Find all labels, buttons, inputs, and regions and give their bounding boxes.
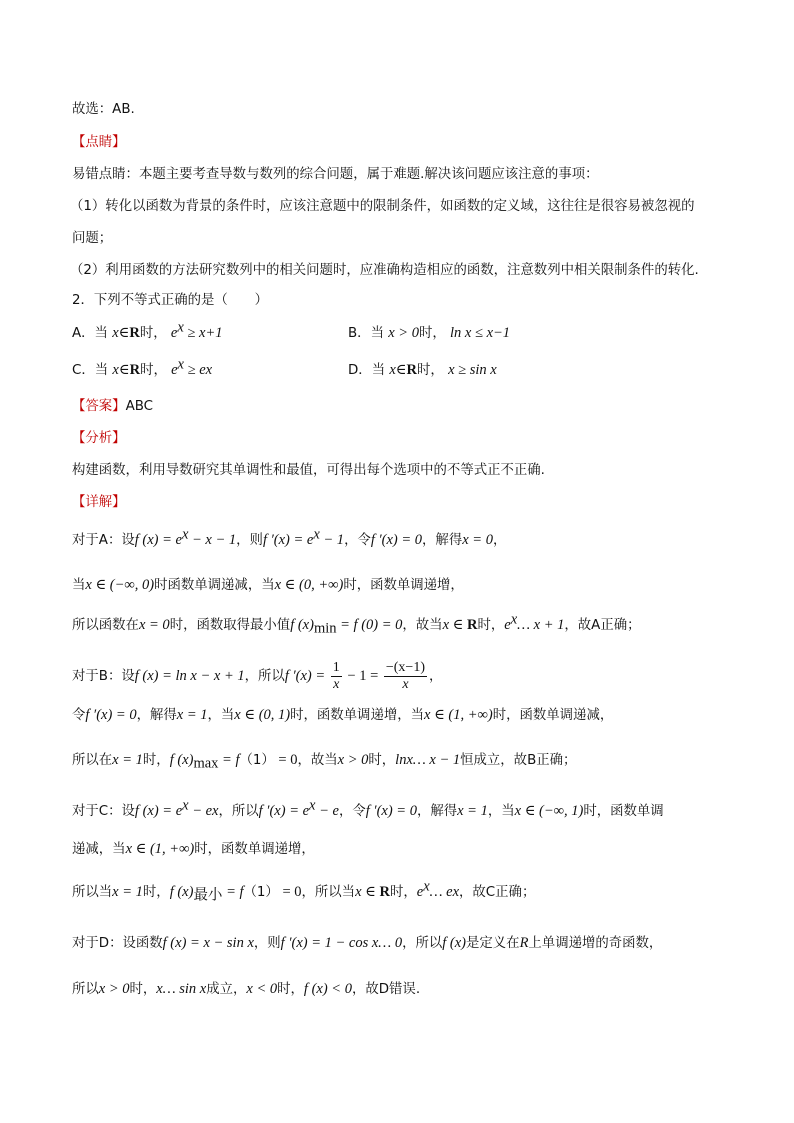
m: x ∈ (−∞, 1) <box>514 803 584 819</box>
fraction-minus-x-1-over-x <box>384 660 427 693</box>
m: − 1 = <box>343 668 382 684</box>
analysis-body: 构建函数，利用导数研究其单调性和最值，可得出每个选项中的不等式正不正确. <box>72 463 545 478</box>
m: x = 0 <box>462 532 493 548</box>
option-a-in: ∈ <box>118 325 130 341</box>
option-c-exp: x <box>177 356 184 373</box>
m: x ∈ (1, +∞) <box>125 841 195 857</box>
m: max <box>193 755 219 772</box>
analysis-text <box>72 462 545 480</box>
m: f (x) <box>169 884 194 900</box>
m: 最小 <box>193 887 223 904</box>
t: ，当 <box>487 804 515 819</box>
t: 时， <box>142 753 170 768</box>
t: 时，函数取得最小值 <box>169 618 291 633</box>
m: f (x) = ln x − x + 1 <box>134 668 245 684</box>
detail-a-line3 <box>72 611 641 637</box>
answer-line <box>72 398 153 416</box>
answer-tag: 【答案】 <box>72 399 126 414</box>
option-d-in: ∈ <box>395 362 407 378</box>
t: ，所以 <box>402 936 443 951</box>
m: … x + 1 <box>517 617 565 633</box>
dianjing-intro <box>72 166 599 184</box>
question-stem-text: 2．下列不等式正确的是（ ） <box>72 293 268 308</box>
analysis-tag <box>72 430 126 448</box>
t: 当 <box>72 578 86 593</box>
t: ，则 <box>236 533 263 548</box>
m: f ′(x) = 0 <box>365 803 417 819</box>
t: ，故C正确； <box>459 885 536 900</box>
m: = f <box>222 884 244 900</box>
m: x = 1 <box>112 884 143 900</box>
m: x > 0 <box>98 981 130 997</box>
t: 时， <box>277 982 304 997</box>
detail-tag <box>72 494 126 512</box>
t: ，令 <box>344 533 371 548</box>
point2-text: （2）利用函数的方法研究数列中的相关问题时，应准确构造相应的函数，注意数列中相关限制条件的转化. <box>70 263 699 278</box>
m: x ∈ (1, +∞) <box>424 707 493 723</box>
detail-c-line1 <box>72 797 664 821</box>
option-b-shi: 时， <box>418 326 446 341</box>
t: ，解得 <box>416 804 458 819</box>
t: 对于A：设 <box>72 533 135 548</box>
t: ， <box>429 669 443 684</box>
t: 时，函数单调 <box>583 804 664 819</box>
m: R <box>519 935 529 951</box>
m: f (x) = x − sin x <box>162 935 254 951</box>
m: f (x) = e <box>134 803 183 819</box>
m: lnx… x − 1 <box>395 752 461 768</box>
option-a-shi: 时， <box>139 326 167 341</box>
option-a-label: A．当 <box>72 326 108 341</box>
m: x <box>181 526 189 543</box>
t: 所以函数在 <box>72 618 139 633</box>
t: ，所以当 <box>301 885 356 900</box>
m: f ′(x) = 0 <box>370 532 423 548</box>
option-d-R: R <box>406 362 418 378</box>
t: 时， <box>477 618 505 633</box>
m: − ex <box>188 803 219 819</box>
t: ，故A正确； <box>564 618 641 633</box>
option-a-exp: x <box>177 319 184 336</box>
dianjing-tag-text: 【点睛】 <box>72 135 126 150</box>
m: − e <box>315 803 339 819</box>
t: 对于B：设 <box>72 669 135 684</box>
m: f ′(x) = 1 − cos x… 0 <box>280 935 403 951</box>
frac-num: −(x−1) <box>385 659 425 675</box>
t: ， <box>492 533 507 548</box>
t: ，故D错误. <box>351 982 421 997</box>
m: f (x) <box>169 752 194 768</box>
t: 恒成立，故B正确； <box>460 753 577 768</box>
t: 所以当 <box>72 885 113 900</box>
m: x ∈ (0, 1) <box>234 707 291 723</box>
option-a-e: e <box>170 325 178 341</box>
m: = 0 <box>278 884 302 900</box>
m: x ∈ (−∞, 0) <box>85 577 155 593</box>
t: 时，函数单调递减， <box>492 708 614 723</box>
m: x ∈ (0, +∞) <box>274 577 344 593</box>
t: 时，函数单调递增， <box>343 578 464 593</box>
m: = 0 <box>274 752 298 768</box>
dianjing-point1-line1 <box>70 198 695 216</box>
option-c-e: e <box>171 362 178 378</box>
m: = f <box>218 752 240 768</box>
choice-line <box>72 101 135 119</box>
m: f ′(x) = e <box>258 803 310 819</box>
t: 时，函数单调递增，当 <box>290 708 425 723</box>
t: 上单调递增的奇函数， <box>528 936 663 951</box>
detail-d-line1 <box>72 934 662 953</box>
t: ，令 <box>338 804 366 819</box>
m: … ex <box>429 884 460 900</box>
option-d-shi: 时， <box>417 363 444 378</box>
m: x ∈ <box>355 884 380 900</box>
option-c-var: x <box>112 362 119 378</box>
option-c <box>72 356 213 380</box>
frac-num: 1 <box>332 659 340 675</box>
option-d-ineq: x ≥ sin x <box>448 362 497 378</box>
t: ，故当 <box>402 618 443 633</box>
m: R <box>467 617 478 633</box>
m: x ∈ <box>442 617 467 633</box>
m: e <box>416 884 424 900</box>
t: 对于D：设函数 <box>72 936 163 951</box>
t: ，当 <box>207 708 235 723</box>
option-b <box>348 324 510 343</box>
detail-b-line1 <box>72 656 442 697</box>
t: （1） <box>239 753 275 768</box>
t: 时函数单调递减，当 <box>154 578 275 593</box>
m: x < 0 <box>246 981 278 997</box>
detail-tag-text: 【详解】 <box>72 495 126 510</box>
m: x = 1 <box>176 707 208 723</box>
m: f ′(x) = <box>284 668 329 684</box>
m: x = 1 <box>457 803 488 819</box>
option-c-ineq: ≥ ex <box>183 362 213 378</box>
option-c-R: R <box>129 362 141 378</box>
option-b-label: B．当 <box>348 326 384 341</box>
t: 时，函数单调递增， <box>194 842 315 857</box>
dianjing-point2 <box>70 262 699 280</box>
option-d-var: x <box>389 362 396 378</box>
m: x <box>313 526 320 543</box>
detail-d-line2 <box>72 980 420 999</box>
question-stem <box>72 292 268 310</box>
m: x <box>510 611 518 628</box>
answer-value: ABC <box>125 399 154 414</box>
t: 递减，当 <box>72 842 126 857</box>
m: x = 0 <box>138 617 170 633</box>
m: x <box>182 797 189 814</box>
option-c-in: ∈ <box>118 362 130 378</box>
m: = f (0) = 0 <box>336 617 403 633</box>
m: f ′(x) = 0 <box>85 707 137 723</box>
t: 时， <box>142 885 170 900</box>
detail-c-line2 <box>72 840 315 859</box>
option-b-cond: x > 0 <box>388 325 419 341</box>
m: x <box>309 797 316 814</box>
t: 令 <box>72 708 86 723</box>
t: ，故当 <box>297 753 338 768</box>
choice-text: 故选：AB. <box>72 102 135 117</box>
dianjing-tag <box>72 134 126 152</box>
t: （1） <box>243 885 279 900</box>
detail-c-line3 <box>72 878 536 904</box>
option-d <box>348 361 497 380</box>
point1-text: （1）转化以函数为背景的条件时，应该注意题中的限制条件，如函数的定义域，这往往是很容易被忽视的 <box>70 199 695 214</box>
m: min <box>313 620 337 637</box>
detail-b-line2 <box>72 706 613 725</box>
m: f (x) = e <box>134 532 182 548</box>
option-a <box>72 319 223 343</box>
detail-a-line2 <box>72 576 464 595</box>
option-c-shi: 时， <box>140 363 167 378</box>
option-a-var: x <box>112 325 119 341</box>
t: ，解得 <box>422 533 463 548</box>
option-b-ineq: ln x ≤ x−1 <box>450 325 511 341</box>
dianjing-point1-line2 <box>72 230 112 248</box>
option-a-R: R <box>129 325 140 341</box>
t: ，所以 <box>244 669 285 684</box>
t: 对于C：设 <box>72 804 135 819</box>
t: 时， <box>129 982 157 997</box>
m: e <box>504 617 511 633</box>
t: 所以在 <box>72 753 113 768</box>
frac-den: x <box>333 676 340 692</box>
frac-den: x <box>402 676 409 692</box>
dianjing-intro-text: 易错点睛：本题主要考查导数与数列的综合问题，属于难题.解决该问题应该注意的事项： <box>72 167 599 182</box>
t: 所以 <box>72 982 99 997</box>
m: − x − 1 <box>188 532 237 548</box>
m: f (x) < 0 <box>303 981 352 997</box>
m: R <box>379 884 390 900</box>
t: ，所以 <box>218 804 259 819</box>
t: 是定义在 <box>466 936 520 951</box>
detail-b-line3 <box>72 751 576 770</box>
option-a-ineq: ≥ x+1 <box>183 325 223 341</box>
m: x… sin x <box>156 981 207 997</box>
option-d-label: D．当 <box>348 363 386 378</box>
point1-text-cont: 问题； <box>72 231 113 246</box>
m: f (x) <box>290 617 314 633</box>
m: x <box>423 878 430 895</box>
m: f (x) <box>442 935 466 951</box>
analysis-tag-text: 【分析】 <box>72 431 126 446</box>
t: ，解得 <box>136 708 177 723</box>
detail-a-line1 <box>72 526 507 550</box>
t: 时， <box>368 753 396 768</box>
fraction-1-over-x <box>331 660 342 693</box>
m: x = 1 <box>112 752 143 768</box>
option-c-label: C．当 <box>72 363 109 378</box>
m: x > 0 <box>337 752 369 768</box>
t: 时， <box>389 885 417 900</box>
t: 成立， <box>206 982 247 997</box>
t: ，则 <box>253 936 281 951</box>
m: f ′(x) = e <box>262 532 314 548</box>
m: − 1 <box>319 532 345 548</box>
